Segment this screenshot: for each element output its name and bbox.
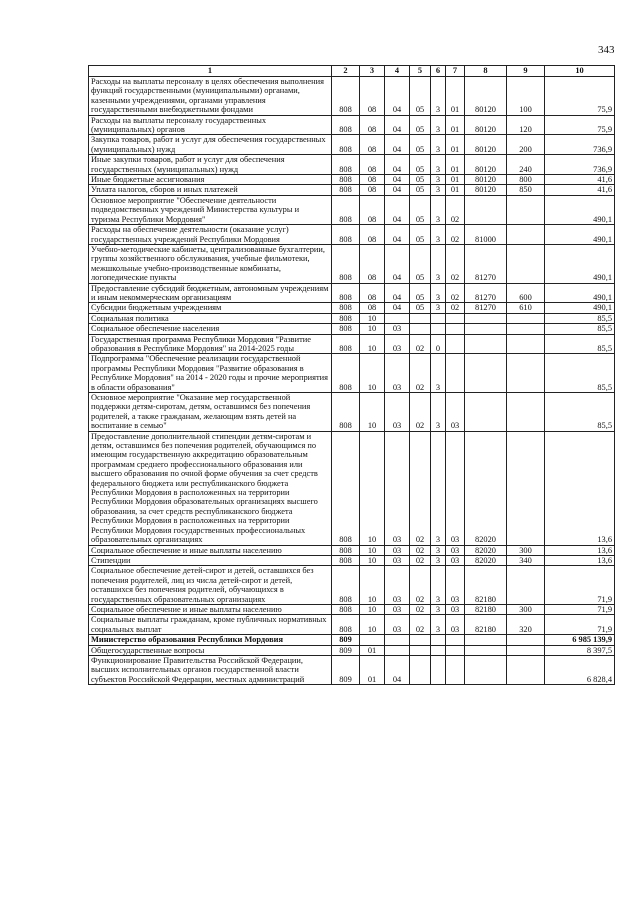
amount-cell: 85,5 (545, 324, 615, 334)
code-cell-c3: 10 (360, 555, 385, 565)
code-cell-c8: 80120 (465, 115, 507, 135)
code-cell-c5: 05 (410, 303, 431, 313)
code-cell-c9 (507, 645, 545, 655)
code-cell-c6: 3 (431, 135, 446, 155)
code-cell-c9: 240 (507, 155, 545, 175)
code-cell-c9: 300 (507, 604, 545, 614)
code-cell-c7: 01 (446, 135, 465, 155)
code-cell-c9 (507, 313, 545, 323)
column-header: 4 (385, 66, 410, 77)
column-header: 5 (410, 66, 431, 77)
code-cell-c2: 808 (332, 185, 360, 195)
code-cell-c4: 03 (385, 555, 410, 565)
column-header: 9 (507, 66, 545, 77)
code-cell-c7: 01 (446, 77, 465, 116)
code-cell-c4 (385, 313, 410, 323)
table-row (89, 545, 615, 555)
code-cell-c4: 04 (385, 225, 410, 245)
table-row (89, 313, 615, 323)
row-name-cell: Стипендии (89, 555, 332, 565)
code-cell-c9: 340 (507, 555, 545, 565)
column-header: 6 (431, 66, 446, 77)
code-cell-c4: 03 (385, 393, 410, 432)
code-cell-c6: 3 (431, 555, 446, 565)
code-cell-c8: 81270 (465, 244, 507, 283)
code-cell-c9 (507, 635, 545, 645)
code-cell-c2: 808 (332, 604, 360, 614)
code-cell-c7: 03 (446, 431, 465, 545)
amount-cell: 13,6 (545, 431, 615, 545)
amount-cell: 85,5 (545, 334, 615, 354)
code-cell-c8: 81000 (465, 225, 507, 245)
code-cell-c7: 02 (446, 283, 465, 303)
code-cell-c6: 3 (431, 195, 446, 224)
code-cell-c4: 04 (385, 77, 410, 116)
table-row (89, 655, 615, 684)
amount-cell: 6 985 139,9 (545, 635, 615, 645)
table-row (89, 354, 615, 393)
amount-cell: 75,9 (545, 115, 615, 135)
amount-cell: 41,6 (545, 185, 615, 195)
code-cell-c9: 800 (507, 175, 545, 185)
code-cell-c6: 3 (431, 225, 446, 245)
code-cell-c9: 320 (507, 615, 545, 635)
code-cell-c8: 80120 (465, 185, 507, 195)
table-row (89, 615, 615, 635)
code-cell-c9 (507, 244, 545, 283)
code-cell-c6 (431, 655, 446, 684)
code-cell-c9 (507, 393, 545, 432)
code-cell-c7: 03 (446, 545, 465, 555)
row-name-cell: Расходы на выплаты персоналу в целях обеспечения выполнения функций государственными (муниципальными) органами, казенными учреждениями, органами управления государственными внебюджетными фондами (89, 77, 332, 116)
table-header-row (89, 66, 615, 77)
amount-cell: 13,6 (545, 555, 615, 565)
code-cell-c8: 82180 (465, 615, 507, 635)
code-cell-c8: 80120 (465, 175, 507, 185)
code-cell-c4: 03 (385, 324, 410, 334)
row-name-cell: Основное мероприятие "Оказание мер государственной поддержки детям-сиротам, детям, оставшимся без попечения родителей, а также гражданам, желающим взять детей на воспитание в семью" (89, 393, 332, 432)
column-header: 3 (360, 66, 385, 77)
code-cell-c2: 809 (332, 645, 360, 655)
amount-cell: 71,9 (545, 566, 615, 605)
code-cell-c7: 03 (446, 566, 465, 605)
code-cell-c9 (507, 655, 545, 684)
code-cell-c5: 02 (410, 615, 431, 635)
column-header: 10 (545, 66, 615, 77)
code-cell-c7: 02 (446, 244, 465, 283)
table-row (89, 283, 615, 303)
code-cell-c4: 03 (385, 566, 410, 605)
amount-cell: 8 397,5 (545, 645, 615, 655)
code-cell-c6: 3 (431, 175, 446, 185)
code-cell-c2: 808 (332, 195, 360, 224)
code-cell-c7: 02 (446, 303, 465, 313)
code-cell-c5: 05 (410, 115, 431, 135)
row-name-cell: Субсидии бюджетным учреждениям (89, 303, 332, 313)
code-cell-c6: 3 (431, 354, 446, 393)
code-cell-c7: 03 (446, 555, 465, 565)
row-name-cell: Министерство образования Республики Мордовия (89, 635, 332, 645)
code-cell-c2: 809 (332, 635, 360, 645)
code-cell-c3: 10 (360, 324, 385, 334)
table-row (89, 431, 615, 545)
table-row (89, 135, 615, 155)
code-cell-c3: 10 (360, 615, 385, 635)
row-name-cell: Уплата налогов, сборов и иных платежей (89, 185, 332, 195)
code-cell-c7 (446, 313, 465, 323)
code-cell-c5: 05 (410, 135, 431, 155)
code-cell-c3 (360, 635, 385, 645)
code-cell-c6: 3 (431, 545, 446, 555)
amount-cell: 736,9 (545, 155, 615, 175)
code-cell-c4: 04 (385, 244, 410, 283)
code-cell-c5: 02 (410, 334, 431, 354)
row-name-cell: Социальное обеспечение и иные выплаты населению (89, 545, 332, 555)
code-cell-c7: 01 (446, 115, 465, 135)
code-cell-c7: 03 (446, 604, 465, 614)
row-name-cell: Общегосударственные вопросы (89, 645, 332, 655)
code-cell-c2: 808 (332, 313, 360, 323)
code-cell-c4: 04 (385, 283, 410, 303)
row-name-cell: Государственная программа Республики Мордовия "Развитие образования в Республике Мордовия" на 2014-2025 годы (89, 334, 332, 354)
code-cell-c5: 02 (410, 604, 431, 614)
code-cell-c9: 300 (507, 545, 545, 555)
code-cell-c5 (410, 324, 431, 334)
table-row (89, 324, 615, 334)
code-cell-c7 (446, 354, 465, 393)
code-cell-c8: 80120 (465, 77, 507, 116)
code-cell-c6: 3 (431, 283, 446, 303)
code-cell-c2: 808 (332, 244, 360, 283)
row-name-cell: Иные закупки товаров, работ и услуг для обеспечения государственных (муниципальных) нужд (89, 155, 332, 175)
code-cell-c4: 04 (385, 655, 410, 684)
code-cell-c9 (507, 566, 545, 605)
code-cell-c5 (410, 635, 431, 645)
code-cell-c7: 01 (446, 185, 465, 195)
page-number: 343 (598, 44, 615, 56)
code-cell-c8 (465, 354, 507, 393)
code-cell-c9: 200 (507, 135, 545, 155)
code-cell-c2: 808 (332, 545, 360, 555)
code-cell-c4: 04 (385, 135, 410, 155)
code-cell-c8: 81270 (465, 303, 507, 313)
amount-cell: 13,6 (545, 545, 615, 555)
row-name-cell: Учебно-методические кабинеты, централизованные бухгалтерии, группы хозяйственного обслуживания, учебные фильмотеки, межшкольные учебно-производственные комбинаты, логопедические пункты (89, 244, 332, 283)
code-cell-c3: 10 (360, 604, 385, 614)
code-cell-c4: 04 (385, 195, 410, 224)
code-cell-c8 (465, 655, 507, 684)
row-name-cell: Расходы на обеспечение деятельности (оказание услуг) государственных учреждений Республики Мордовия (89, 225, 332, 245)
code-cell-c7 (446, 645, 465, 655)
code-cell-c8: 81270 (465, 283, 507, 303)
amount-cell: 85,5 (545, 354, 615, 393)
code-cell-c2: 808 (332, 283, 360, 303)
code-cell-c7: 03 (446, 393, 465, 432)
code-cell-c7: 01 (446, 155, 465, 175)
code-cell-c5: 05 (410, 244, 431, 283)
code-cell-c6: 3 (431, 393, 446, 432)
code-cell-c3: 01 (360, 655, 385, 684)
code-cell-c2: 808 (332, 431, 360, 545)
code-cell-c5: 05 (410, 195, 431, 224)
row-name-cell: Расходы на выплаты персоналу государственных (муниципальных) органов (89, 115, 332, 135)
code-cell-c3: 08 (360, 135, 385, 155)
amount-cell: 490,1 (545, 225, 615, 245)
amount-cell: 736,9 (545, 135, 615, 155)
row-name-cell: Социальные выплаты гражданам, кроме публичных нормативных социальных выплат (89, 615, 332, 635)
code-cell-c3: 08 (360, 77, 385, 116)
code-cell-c2: 808 (332, 155, 360, 175)
code-cell-c6: 3 (431, 115, 446, 135)
code-cell-c9: 850 (507, 185, 545, 195)
code-cell-c3: 08 (360, 115, 385, 135)
code-cell-c6 (431, 324, 446, 334)
code-cell-c3: 08 (360, 185, 385, 195)
code-cell-c5: 05 (410, 155, 431, 175)
code-cell-c5: 02 (410, 545, 431, 555)
code-cell-c2: 808 (332, 175, 360, 185)
code-cell-c9 (507, 195, 545, 224)
amount-cell: 71,9 (545, 615, 615, 635)
table-row (89, 334, 615, 354)
code-cell-c5: 05 (410, 283, 431, 303)
code-cell-c4: 04 (385, 185, 410, 195)
code-cell-c4: 03 (385, 604, 410, 614)
code-cell-c8: 82180 (465, 604, 507, 614)
code-cell-c8: 82180 (465, 566, 507, 605)
code-cell-c2: 808 (332, 77, 360, 116)
code-cell-c4: 03 (385, 615, 410, 635)
row-name-cell: Основное мероприятие "Обеспечение деятельности подведомственных учреждений Министерства культуры и туризма Республики Мордовия" (89, 195, 332, 224)
code-cell-c8: 80120 (465, 155, 507, 175)
row-name-cell: Социальное обеспечение населения (89, 324, 332, 334)
amount-cell: 71,9 (545, 604, 615, 614)
amount-cell: 490,1 (545, 244, 615, 283)
code-cell-c4: 04 (385, 175, 410, 185)
code-cell-c6: 3 (431, 566, 446, 605)
code-cell-c3: 10 (360, 393, 385, 432)
code-cell-c5 (410, 313, 431, 323)
code-cell-c6: 3 (431, 244, 446, 283)
code-cell-c6 (431, 645, 446, 655)
code-cell-c6: 3 (431, 604, 446, 614)
table-row (89, 175, 615, 185)
table-row (89, 566, 615, 605)
column-header: 8 (465, 66, 507, 77)
column-header: 7 (446, 66, 465, 77)
code-cell-c9: 120 (507, 115, 545, 135)
row-name-cell: Функционирование Правительства Российской Федерации, высших исполнительных органов государственной власти субъектов Российской Федерации, местных администраций (89, 655, 332, 684)
code-cell-c8 (465, 313, 507, 323)
code-cell-c4 (385, 635, 410, 645)
code-cell-c3: 08 (360, 155, 385, 175)
row-name-cell: Социальное обеспечение детей-сирот и детей, оставшихся без попечения родителей, лиц из числа детей-сирот и детей, оставшихся без попечения родителей, обучающихся в государственных образовательных организациях (89, 566, 332, 605)
code-cell-c3: 08 (360, 195, 385, 224)
code-cell-c4: 03 (385, 334, 410, 354)
code-cell-c2: 809 (332, 655, 360, 684)
code-cell-c5: 02 (410, 431, 431, 545)
table-row (89, 225, 615, 245)
code-cell-c9: 600 (507, 283, 545, 303)
code-cell-c6: 3 (431, 615, 446, 635)
code-cell-c4: 03 (385, 354, 410, 393)
code-cell-c8 (465, 393, 507, 432)
code-cell-c5: 05 (410, 225, 431, 245)
code-cell-c5: 05 (410, 77, 431, 116)
code-cell-c5: 02 (410, 354, 431, 393)
table-row (89, 155, 615, 175)
code-cell-c9: 610 (507, 303, 545, 313)
code-cell-c2: 808 (332, 354, 360, 393)
budget-table (88, 65, 615, 685)
code-cell-c5: 05 (410, 175, 431, 185)
amount-cell: 75,9 (545, 77, 615, 116)
code-cell-c2: 808 (332, 615, 360, 635)
code-cell-c6: 3 (431, 303, 446, 313)
code-cell-c4: 04 (385, 155, 410, 175)
table-body (89, 77, 615, 685)
code-cell-c5: 02 (410, 555, 431, 565)
code-cell-c6 (431, 635, 446, 645)
code-cell-c3: 08 (360, 225, 385, 245)
code-cell-c2: 808 (332, 393, 360, 432)
table-row (89, 645, 615, 655)
code-cell-c3: 10 (360, 354, 385, 393)
code-cell-c6: 0 (431, 334, 446, 354)
code-cell-c5: 02 (410, 393, 431, 432)
code-cell-c2: 808 (332, 324, 360, 334)
code-cell-c6: 3 (431, 431, 446, 545)
code-cell-c7 (446, 334, 465, 354)
code-cell-c3: 08 (360, 303, 385, 313)
code-cell-c7: 02 (446, 225, 465, 245)
row-name-cell: Социальная политика (89, 313, 332, 323)
code-cell-c4: 04 (385, 115, 410, 135)
code-cell-c4 (385, 645, 410, 655)
code-cell-c8 (465, 324, 507, 334)
code-cell-c7: 01 (446, 175, 465, 185)
code-cell-c6 (431, 313, 446, 323)
code-cell-c8 (465, 645, 507, 655)
code-cell-c8: 82020 (465, 545, 507, 555)
code-cell-c8: 80120 (465, 135, 507, 155)
code-cell-c7 (446, 324, 465, 334)
code-cell-c2: 808 (332, 555, 360, 565)
amount-cell: 6 828,4 (545, 655, 615, 684)
amount-cell: 41,6 (545, 175, 615, 185)
code-cell-c2: 808 (332, 225, 360, 245)
code-cell-c9 (507, 225, 545, 245)
table-row (89, 604, 615, 614)
amount-cell: 85,5 (545, 393, 615, 432)
code-cell-c9: 100 (507, 77, 545, 116)
code-cell-c8: 82020 (465, 555, 507, 565)
code-cell-c3: 08 (360, 283, 385, 303)
table-row (89, 635, 615, 645)
code-cell-c3: 10 (360, 431, 385, 545)
code-cell-c9 (507, 324, 545, 334)
code-cell-c8 (465, 334, 507, 354)
code-cell-c7 (446, 635, 465, 645)
code-cell-c5 (410, 655, 431, 684)
row-name-cell: Закупка товаров, работ и услуг для обеспечения государственных (муниципальных) нужд (89, 135, 332, 155)
amount-cell: 85,5 (545, 313, 615, 323)
table-row (89, 555, 615, 565)
table-row (89, 393, 615, 432)
code-cell-c5 (410, 645, 431, 655)
code-cell-c9 (507, 431, 545, 545)
row-name-cell: Иные бюджетные ассигнования (89, 175, 332, 185)
row-name-cell: Предоставление дополнительной стипендии детям-сиротам и детям, оставшимся без попечения родителей, обучающимся по имеющим государственную аккредитацию образовательным программам среднего профессионального образования или высшего образования по очной форме обучения за счет средств федерального бюджета или республиканского бюджета Республики Мордовия в расположенных на территории Республики Мордовия образовательных организациях высшего образования, за счет средств республиканского бюджета Республики Мордовия в расположенных на территории Республики Мордовия государственных профессиональных образовательных организациях (89, 431, 332, 545)
table-row (89, 185, 615, 195)
code-cell-c5: 02 (410, 566, 431, 605)
row-name-cell: Социальное обеспечение и иные выплаты населению (89, 604, 332, 614)
row-name-cell: Подпрограмма "Обеспечение реализации государственной программы Республики Мордовия "Развитие образования в Республике Мордовия" на 2014 - 2020 годы и прочие мероприятия в области образования" (89, 354, 332, 393)
code-cell-c9 (507, 354, 545, 393)
code-cell-c3: 08 (360, 175, 385, 185)
code-cell-c3: 10 (360, 545, 385, 555)
code-cell-c8 (465, 195, 507, 224)
code-cell-c8 (465, 635, 507, 645)
code-cell-c3: 08 (360, 244, 385, 283)
code-cell-c6: 3 (431, 155, 446, 175)
code-cell-c7: 03 (446, 615, 465, 635)
code-cell-c2: 808 (332, 334, 360, 354)
amount-cell: 490,1 (545, 195, 615, 224)
code-cell-c2: 808 (332, 135, 360, 155)
code-cell-c9 (507, 334, 545, 354)
code-cell-c6: 3 (431, 185, 446, 195)
code-cell-c4: 04 (385, 303, 410, 313)
code-cell-c6: 3 (431, 77, 446, 116)
table-row (89, 195, 615, 224)
amount-cell: 490,1 (545, 283, 615, 303)
amount-cell: 490,1 (545, 303, 615, 313)
code-cell-c7: 02 (446, 195, 465, 224)
table-row (89, 244, 615, 283)
code-cell-c2: 808 (332, 303, 360, 313)
table-row (89, 115, 615, 135)
code-cell-c4: 03 (385, 431, 410, 545)
table-row (89, 303, 615, 313)
column-header: 2 (332, 66, 360, 77)
code-cell-c8: 82020 (465, 431, 507, 545)
code-cell-c4: 03 (385, 545, 410, 555)
row-name-cell: Предоставление субсидий бюджетным, автономным учреждениям и иным некоммерческим организациям (89, 283, 332, 303)
code-cell-c3: 10 (360, 334, 385, 354)
code-cell-c3: 10 (360, 313, 385, 323)
column-header: 1 (89, 66, 332, 77)
code-cell-c7 (446, 655, 465, 684)
table-row (89, 77, 615, 116)
code-cell-c5: 05 (410, 185, 431, 195)
code-cell-c2: 808 (332, 115, 360, 135)
code-cell-c2: 808 (332, 566, 360, 605)
code-cell-c3: 01 (360, 645, 385, 655)
code-cell-c3: 10 (360, 566, 385, 605)
